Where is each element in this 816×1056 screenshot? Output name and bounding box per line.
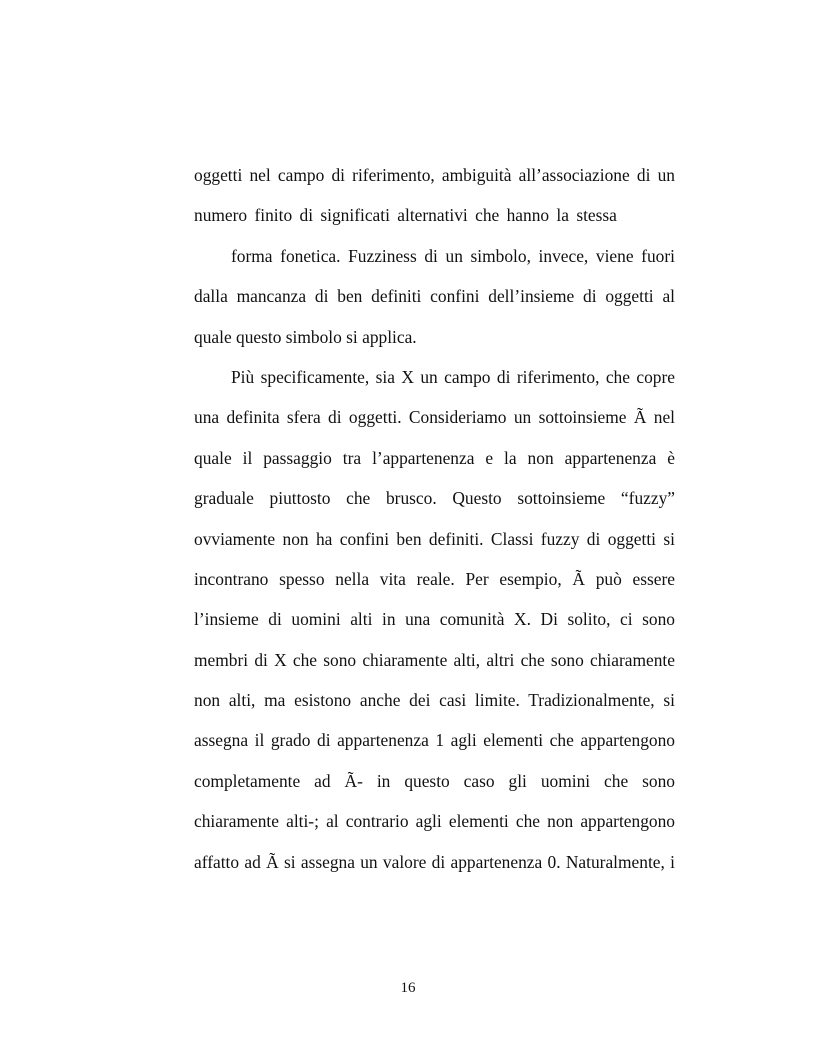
text-line: assegna il grado di appartenenza 1 agli elementi che appartengono — [194, 730, 675, 751]
text-line: l’insieme di uomini alti in una comunità X. Di solito, ci sono — [194, 609, 675, 630]
text-line: quale questo simbolo si applica. — [194, 326, 417, 347]
text-line: oggetti nel campo di riferimento, ambiguità all’associazione di un — [194, 165, 675, 185]
text-line: forma fonetica. Fuzziness di un simbolo, invece, viene fuori — [231, 245, 675, 266]
text-line: non alti, ma esistono anche dei casi limite. Tradizionalmente, si — [194, 690, 675, 711]
text-line: incontrano spesso nella vita reale. Per esempio, Ã può essere — [194, 568, 675, 589]
text-line: membri di X che sono chiaramente alti, altri che sono chiaramente — [194, 649, 675, 670]
text-line: numero finito di significati alternativi che hanno la stessa — [194, 205, 617, 226]
text-line: Più specificamente, sia X un campo di riferimento, che copre — [231, 366, 675, 387]
text-line: affatto ad Ã si assegna un valore di appartenenza 0. Naturalmente, i — [194, 851, 675, 872]
text-line: dalla mancanza di ben definiti confini dell’insieme di oggetti al — [194, 286, 675, 307]
text-line: una definita sfera di oggetti. Consideriamo un sottoinsieme Ã nel — [194, 407, 675, 428]
text-line: chiaramente alti-; al contrario agli elementi che non appartengono — [194, 811, 675, 832]
text-line: ovviamente non ha confini ben definiti. Classi fuzzy di oggetti si — [194, 528, 675, 549]
text-line: quale il passaggio tra l’appartenenza e la non appartenenza è — [194, 447, 675, 468]
body-text — [194, 160, 675, 887]
page-number: 16 — [400, 980, 416, 996]
text-line: completamente ad Ã- in questo caso gli uomini che sono — [194, 770, 675, 791]
text-line: graduale piuttosto che brusco. Questo sottoinsieme “fuzzy” — [194, 488, 675, 509]
